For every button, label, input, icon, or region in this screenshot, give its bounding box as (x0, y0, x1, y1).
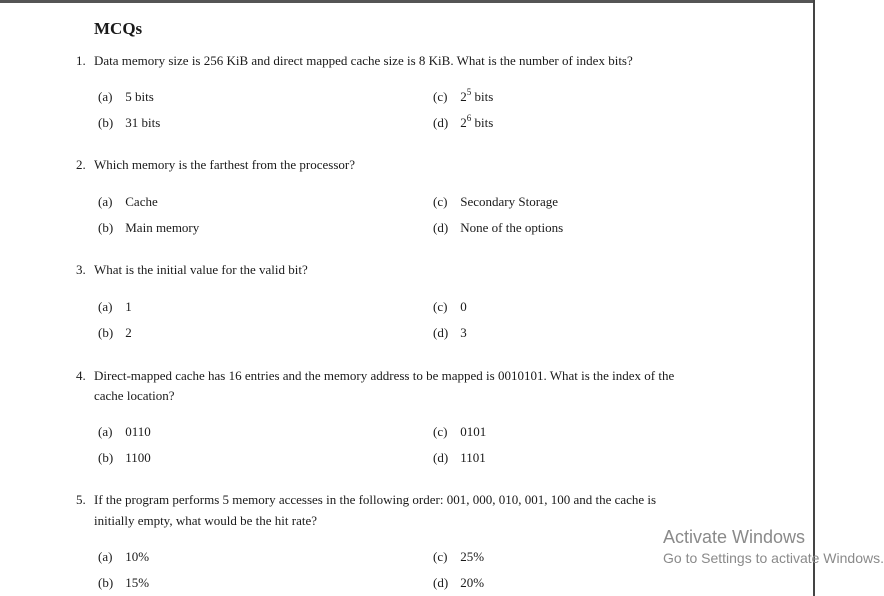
question-number: 3. (76, 262, 86, 277)
option-c[interactable] (433, 549, 484, 565)
option-a[interactable] (98, 299, 132, 315)
option-label: (a) (98, 299, 113, 314)
question-text-line-2: cache location? (94, 388, 175, 403)
option-b[interactable] (98, 115, 160, 131)
option-text: 1101 (460, 450, 486, 465)
option-label: (d) (433, 450, 449, 465)
option-b[interactable] (98, 450, 151, 466)
option-label: (c) (433, 549, 448, 564)
option-label: (b) (98, 575, 114, 590)
option-text: 1100 (125, 450, 151, 465)
option-d[interactable] (433, 115, 493, 131)
option-a[interactable] (98, 549, 149, 565)
question-number: 1. (76, 53, 86, 68)
option-text: 0 (460, 299, 467, 314)
question-number: 2. (76, 157, 86, 172)
option-label: (b) (98, 450, 114, 465)
option-c[interactable] (433, 194, 558, 210)
option-text: 0101 (460, 424, 487, 439)
question-text-line-2: initially empty, what would be the hit rate? (94, 513, 317, 528)
option-a[interactable] (98, 89, 154, 105)
option-a[interactable] (98, 194, 158, 210)
option-d[interactable] (433, 450, 486, 466)
option-label: (c) (433, 424, 448, 439)
option-text: bits (474, 115, 494, 130)
option-d[interactable] (433, 575, 484, 591)
question-text: Which memory is the farthest from the processor? (94, 157, 355, 172)
question-text-line-1: Direct-mapped cache has 16 entries and the memory address to be mapped is 0010101. What is the index of the (94, 368, 675, 383)
option-text: 20% (460, 575, 485, 590)
option-c[interactable] (433, 299, 467, 315)
option-c[interactable] (433, 424, 486, 440)
option-label: (c) (433, 194, 448, 209)
option-label: (b) (98, 325, 114, 340)
option-text: 2 (125, 325, 132, 340)
option-label: (a) (98, 89, 113, 104)
watermark-title: Activate Windows (663, 527, 806, 547)
option-text: 25% (460, 549, 485, 564)
option-text: 15% (125, 575, 150, 590)
option-text: 0110 (125, 424, 151, 439)
option-c[interactable] (433, 89, 493, 105)
option-label: (d) (433, 325, 449, 340)
option-base: 2 (460, 89, 467, 104)
option-label: (a) (98, 194, 113, 209)
option-text: 31 bits (125, 115, 161, 130)
option-label: (c) (433, 89, 448, 104)
option-text: Cache (125, 194, 158, 209)
option-a[interactable] (98, 424, 151, 440)
option-label: (c) (433, 299, 448, 314)
question-number: 5. (76, 492, 86, 507)
option-label: (d) (433, 115, 449, 130)
option-text: 3 (460, 325, 467, 340)
option-text: 5 bits (125, 89, 154, 104)
option-base: 2 (460, 115, 467, 130)
option-label: (a) (98, 549, 113, 564)
option-text: Secondary Storage (460, 194, 559, 209)
option-exponent: 5 (466, 87, 472, 97)
option-text: None of the options (460, 220, 564, 235)
option-label: (a) (98, 424, 113, 439)
question-text: Data memory size is 256 KiB and direct mapped cache size is 8 KiB. What is the number of index bits? (94, 53, 633, 68)
option-label: (b) (98, 220, 114, 235)
question-number: 4. (76, 368, 86, 383)
option-label: (d) (433, 575, 449, 590)
section-title: MCQs (94, 19, 143, 38)
option-exponent: 6 (466, 113, 472, 123)
option-text: 1 (125, 299, 132, 314)
option-text: bits (474, 89, 494, 104)
activate-windows-watermark (663, 527, 884, 566)
question-text-line-1: If the program performs 5 memory accesses in the following order: 001, 000, 010, 001, 100 and the cache is (94, 492, 657, 507)
window-right-border (813, 0, 815, 596)
option-text: 10% (125, 549, 150, 564)
question-text: What is the initial value for the valid bit? (94, 262, 308, 277)
option-d[interactable] (433, 220, 563, 236)
window-top-border (0, 0, 815, 3)
option-b[interactable] (98, 220, 199, 236)
watermark-subtitle: Go to Settings to activate Windows. (663, 550, 884, 566)
option-label: (d) (433, 220, 449, 235)
option-label: (b) (98, 115, 114, 130)
option-b[interactable] (98, 325, 132, 341)
option-d[interactable] (433, 325, 467, 341)
option-b[interactable] (98, 575, 149, 591)
option-text: Main memory (125, 220, 200, 235)
